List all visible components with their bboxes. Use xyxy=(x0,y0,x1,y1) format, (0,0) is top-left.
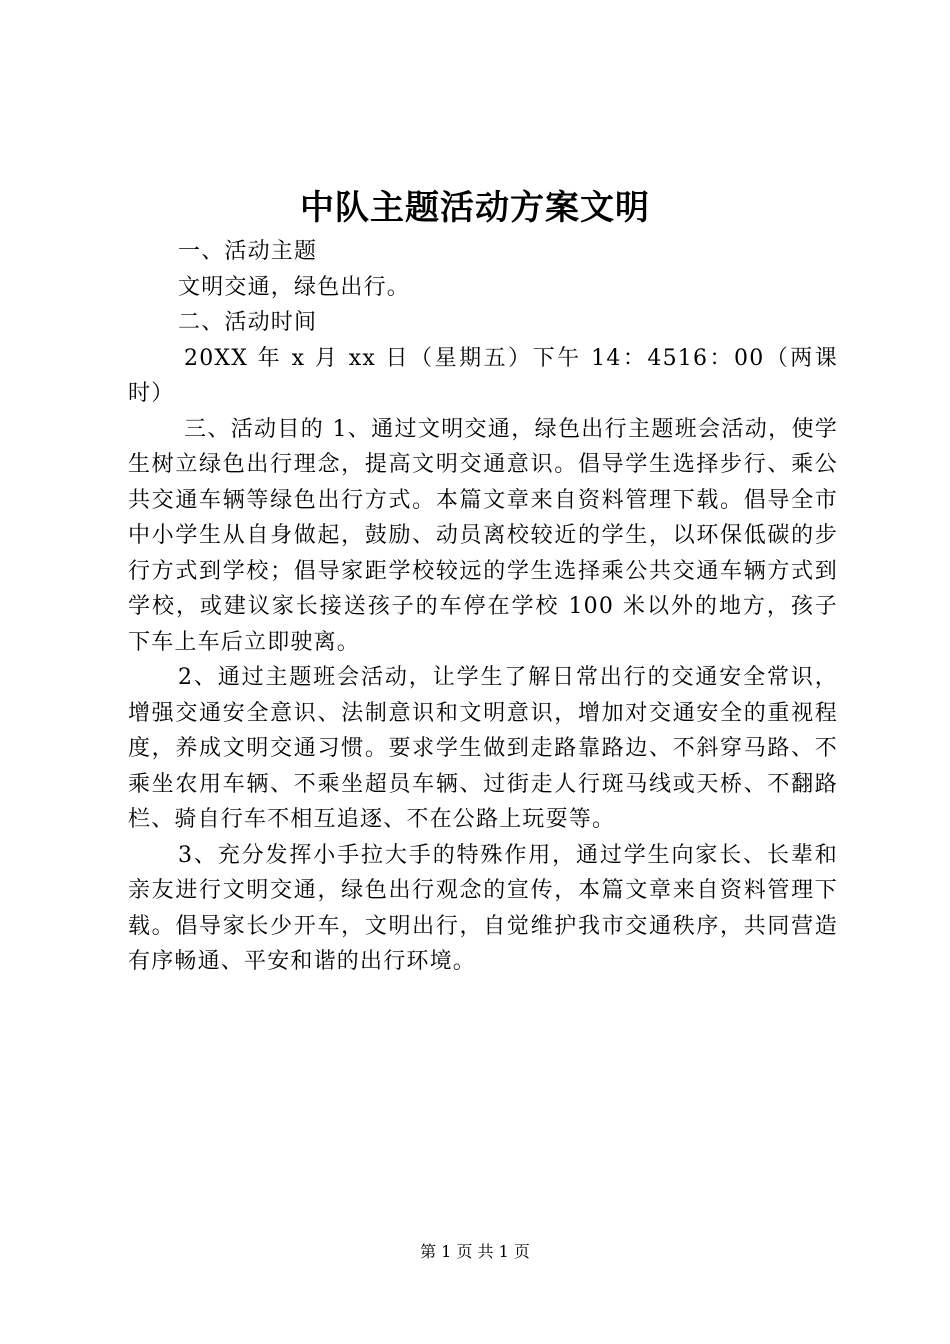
document-title: 中队主题活动方案文明 xyxy=(300,188,650,228)
time-text: 20XX 年 x 月 xx 日（星期五）下午 14：4516：00（两课时） xyxy=(128,345,838,406)
theme-text: 文明交通，绿色出行。 xyxy=(178,274,411,300)
section-heading-theme: 一、活动主题 xyxy=(178,239,318,264)
purpose-paragraph-3: 3、充分发挥小手拉大手的特殊作用，通过学生向家长、长辈和亲友进行文明交通，绿色出行观念的宣传，本篇文章来自资料管理下载。倡导家长少开车，文明出行，自觉维护我市交通秩序，共同营造有序畅通、平安和谐的出行环境。 xyxy=(128,842,838,974)
document-body xyxy=(128,234,838,980)
purpose-paragraph-2: 2、通过主题班会活动，让学生了解日常出行的交通安全常识，增强交通安全意识、法制意识和文明意识，增加对交通安全的重视程度，养成文明交通习惯。要求学生做到走路靠路边、不斜穿马路、不乘坐农用车辆、不乘坐超员车辆、过街走人行斑马线或天桥、不翻路栏、骑自行车不相互追逐、不在公路上玩耍等。 xyxy=(128,665,838,832)
section-heading-time: 二、活动时间 xyxy=(178,310,318,335)
purpose-paragraph-1: 三、活动目的 1、通过文明交通，绿色出行主题班会活动，使学生树立绿色出行理念，提高文明交通意识。倡导学生选择步行、乘公共交通车辆等绿色出行方式。本篇文章来自资料管理下载。倡导全市中小学生从自身做起，鼓励、动员离校较近的学生，以环保低碳的步行方式到学校；倡导家距学校较远的学生选择乘公共交通车辆方式到学校，或建议家长接送孩子的车停在学校 100 米以外的地方，孩子下车上车后立即驶离。 xyxy=(128,416,838,655)
page-footer: 第 1 页 共 1 页 xyxy=(420,1242,530,1261)
